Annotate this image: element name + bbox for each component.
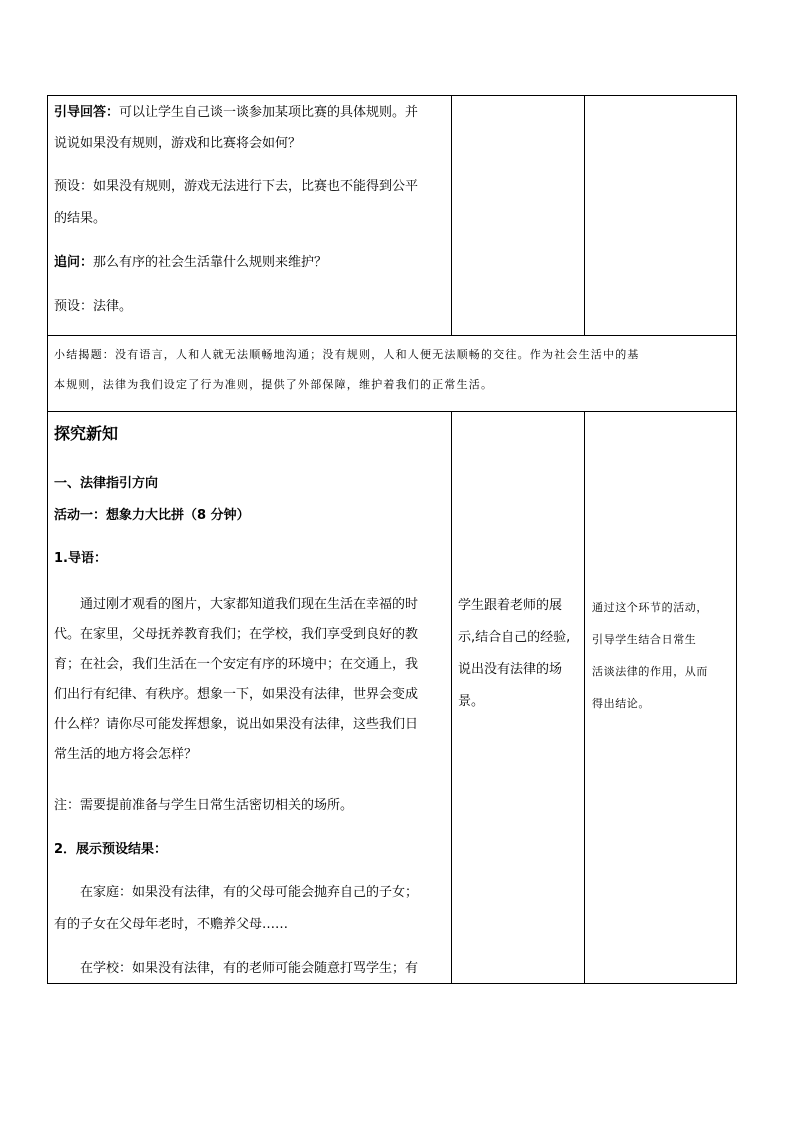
student-activity (458, 590, 570, 718)
student-line: 示,结合自己的经验, (458, 630, 571, 645)
row-divider (47, 335, 737, 336)
intent-line: 引导学生结合日常生 (592, 633, 697, 646)
school-line1: 在学校：如果没有法律，有的老师可能会随意打骂学生；有 (80, 961, 419, 976)
subsection-title: 一、法律指引方向 (54, 476, 159, 491)
preset-answer-1: 预设：如果没有规则，游戏无法进行下去，比赛也不能得到公平 (54, 179, 419, 194)
summary-line2: 本规则，法律为我们设定了行为准则，提供了外部保障，维护着我们的正常生活。 (54, 378, 494, 391)
guided-answer-line2: 说说如果没有规则，游戏和比赛将会如何？ (54, 136, 302, 151)
column-divider (584, 95, 585, 335)
column-divider (584, 411, 585, 984)
preset-answer-1-line2: 的结果。 (54, 211, 107, 226)
intro-line: 们出行有纪律、有秩序。想象一下，如果没有法律，世界会变成 (54, 687, 419, 702)
activity-title: 活动一：想象力大比拼（8 分钟） (54, 508, 250, 523)
intent-line: 得出结论。 (592, 697, 650, 710)
follow-up-label: 追问： (54, 255, 94, 270)
home-line2: 有的子女在父母年老时，不赡养父母…… (54, 917, 289, 932)
column-divider (451, 95, 452, 335)
row-divider (47, 411, 737, 412)
column-divider (451, 411, 452, 984)
design-intent (592, 592, 708, 720)
intro-label: 1.导语： (54, 551, 107, 566)
intro-line: 育；在社会，我们生活在一个安定有序的环境中；在交通上，我 (54, 657, 419, 672)
section-heading: 探究新知 (54, 424, 119, 443)
follow-up-question (54, 254, 327, 271)
guided-answer-label: 引导回答： (54, 105, 120, 120)
note-line: 注：需要提前准备与学生日常生活密切相关的场所。 (54, 798, 354, 813)
summary-line1: 小结揭题：没有语言，人和人就无法顺畅地沟通；没有规则，人和人便无法顺畅的交往。作为社会生活中的基 (54, 348, 640, 361)
intro-line: 常生活的地方将会怎样？ (54, 747, 198, 762)
preset-answer-2: 预设：法律。 (54, 299, 133, 314)
home-line1: 在家庭：如果没有法律，有的父母可能会抛弃自己的子女； (80, 885, 419, 900)
intro-paragraph (54, 590, 418, 770)
guided-answer-text: 可以让学生自己谈一谈参加某项比赛的具体规则。并 (119, 105, 419, 120)
intent-line: 通过这个环节的活动， (592, 601, 708, 614)
intent-line: 活谈法律的作用，从而 (592, 665, 708, 678)
intro-line: 通过刚才观看的图片，大家都知道我们现在生活在幸福的时 (80, 597, 419, 612)
intro-line: 代。在家里，父母抚养教育我们；在学校，我们享受到良好的教 (54, 627, 419, 642)
student-line: 说出没有法律的场 (458, 662, 563, 677)
result-label: 2．展示预设结果： (54, 842, 168, 857)
student-line: 景。 (458, 694, 485, 709)
follow-up-text: 那么有序的社会生活靠什么规则来维护？ (93, 255, 328, 270)
guided-answer-line (54, 104, 418, 121)
intro-line: 什么样？请你尽可能发挥想象，说出如果没有法律，这些我们日 (54, 717, 419, 732)
student-line: 学生跟着老师的展 (458, 598, 563, 613)
